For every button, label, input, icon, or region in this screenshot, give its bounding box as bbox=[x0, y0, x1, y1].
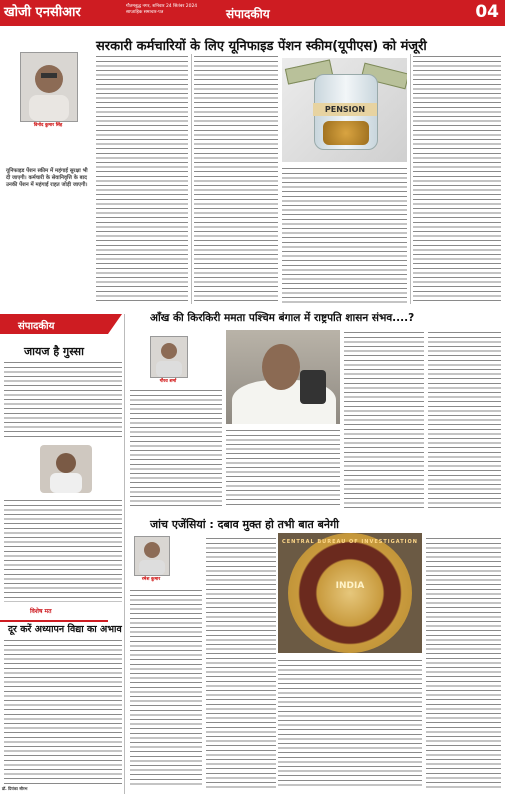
newspaper-brand: खोजी एनसीआर bbox=[4, 5, 81, 20]
jar-label: PENSION bbox=[313, 103, 377, 116]
editorial-section-label: संपादकीय bbox=[18, 321, 55, 332]
main-article-col-2 bbox=[194, 54, 278, 304]
vishesh-headline: दूर करें अध्यापन विद्या का अभाव bbox=[8, 624, 122, 635]
face bbox=[262, 344, 300, 390]
mamta-text-col-4 bbox=[428, 330, 501, 508]
editorial-text-bottom bbox=[4, 498, 122, 602]
mamta-author-photo bbox=[150, 336, 188, 378]
page-header bbox=[0, 0, 505, 26]
seal-center-text: INDIA bbox=[335, 581, 365, 591]
pull-quote: यूनिफाइड पेंशन स्कीम में महंगाई सुरक्षा भी दी जाएगी। कर्मचारी के सेवानिवृत्ति के बाद उनकी पेंशन में महंगाई राहत जोड़ी जाएगी। bbox=[6, 168, 88, 188]
issue-date bbox=[126, 4, 197, 16]
editorial-headline: जायज है गुस्सा bbox=[24, 345, 84, 358]
vishesh-text bbox=[4, 638, 122, 784]
mamta-text-col-1 bbox=[130, 388, 222, 508]
pension-jar-image bbox=[282, 58, 407, 162]
cbi-text-col-2 bbox=[206, 536, 276, 788]
mamta-photo bbox=[226, 330, 340, 424]
section-title: संपादकीय bbox=[226, 7, 270, 21]
vishesh-label: विशेष मत bbox=[30, 608, 52, 615]
column-divider bbox=[191, 54, 192, 304]
author-photo bbox=[20, 52, 78, 122]
vishesh-section-bar bbox=[0, 606, 108, 622]
person-photo-icon bbox=[40, 445, 92, 493]
cbi-text-col-1 bbox=[130, 588, 202, 788]
seal-top-text: CENTRAL BUREAU OF INVESTIGATION bbox=[282, 539, 418, 545]
mamta-headline: आँख की किरकिरी ममता पश्चिम बंगाल में राष्ट्रपति शासन संभव....? bbox=[150, 312, 415, 324]
main-headline: सरकारी कर्मचारियों के लिए यूनिफाइड पेंशन स्कीम(यूपीएस) को मंजूरी bbox=[96, 39, 427, 54]
column-divider bbox=[410, 54, 411, 304]
main-article-col-4 bbox=[413, 54, 501, 304]
column-divider bbox=[124, 314, 125, 794]
editorial-photo bbox=[40, 445, 92, 493]
author-portrait-icon bbox=[21, 53, 77, 121]
mamta-author-name: गौरव शर्मा bbox=[159, 379, 177, 384]
cbi-seal-image bbox=[278, 533, 422, 653]
cbi-text-col-3 bbox=[278, 658, 422, 788]
cbi-text-col-4 bbox=[426, 536, 501, 788]
vishesh-author: डॉ. प्रियंका सौरभ bbox=[2, 786, 28, 791]
cbi-author-name: रमेश कुमार bbox=[141, 577, 161, 582]
main-article-col-1 bbox=[96, 54, 188, 304]
page-number: 04 bbox=[475, 2, 499, 22]
mamta-text-col-3 bbox=[344, 330, 424, 508]
main-author-name: विनोद कुमार सिंह bbox=[33, 123, 63, 128]
glass-jar bbox=[314, 74, 378, 150]
author-portrait-icon bbox=[151, 337, 187, 377]
issue-date-line: गौतमबुद्ध नगर, शनिवार 24 सितंबर 2024 bbox=[126, 4, 198, 9]
mamta-text-col-2 bbox=[226, 428, 340, 508]
editorial-bar-slant bbox=[108, 314, 122, 334]
cbi-author-photo bbox=[134, 536, 170, 576]
author-portrait-icon bbox=[135, 537, 169, 575]
issue-type-line: साप्ताहिक समाचार-पत्र bbox=[126, 10, 164, 15]
cbi-headline: जांच एजेंसियां : दबाव मुक्त हो तभी बात बनेगी bbox=[150, 518, 339, 531]
editorial-section-bar bbox=[0, 314, 108, 334]
cbi-seal bbox=[288, 533, 412, 653]
main-article-col-3 bbox=[282, 166, 407, 304]
microphone bbox=[300, 370, 326, 404]
editorial-text-top bbox=[4, 360, 122, 440]
coins bbox=[323, 121, 369, 145]
